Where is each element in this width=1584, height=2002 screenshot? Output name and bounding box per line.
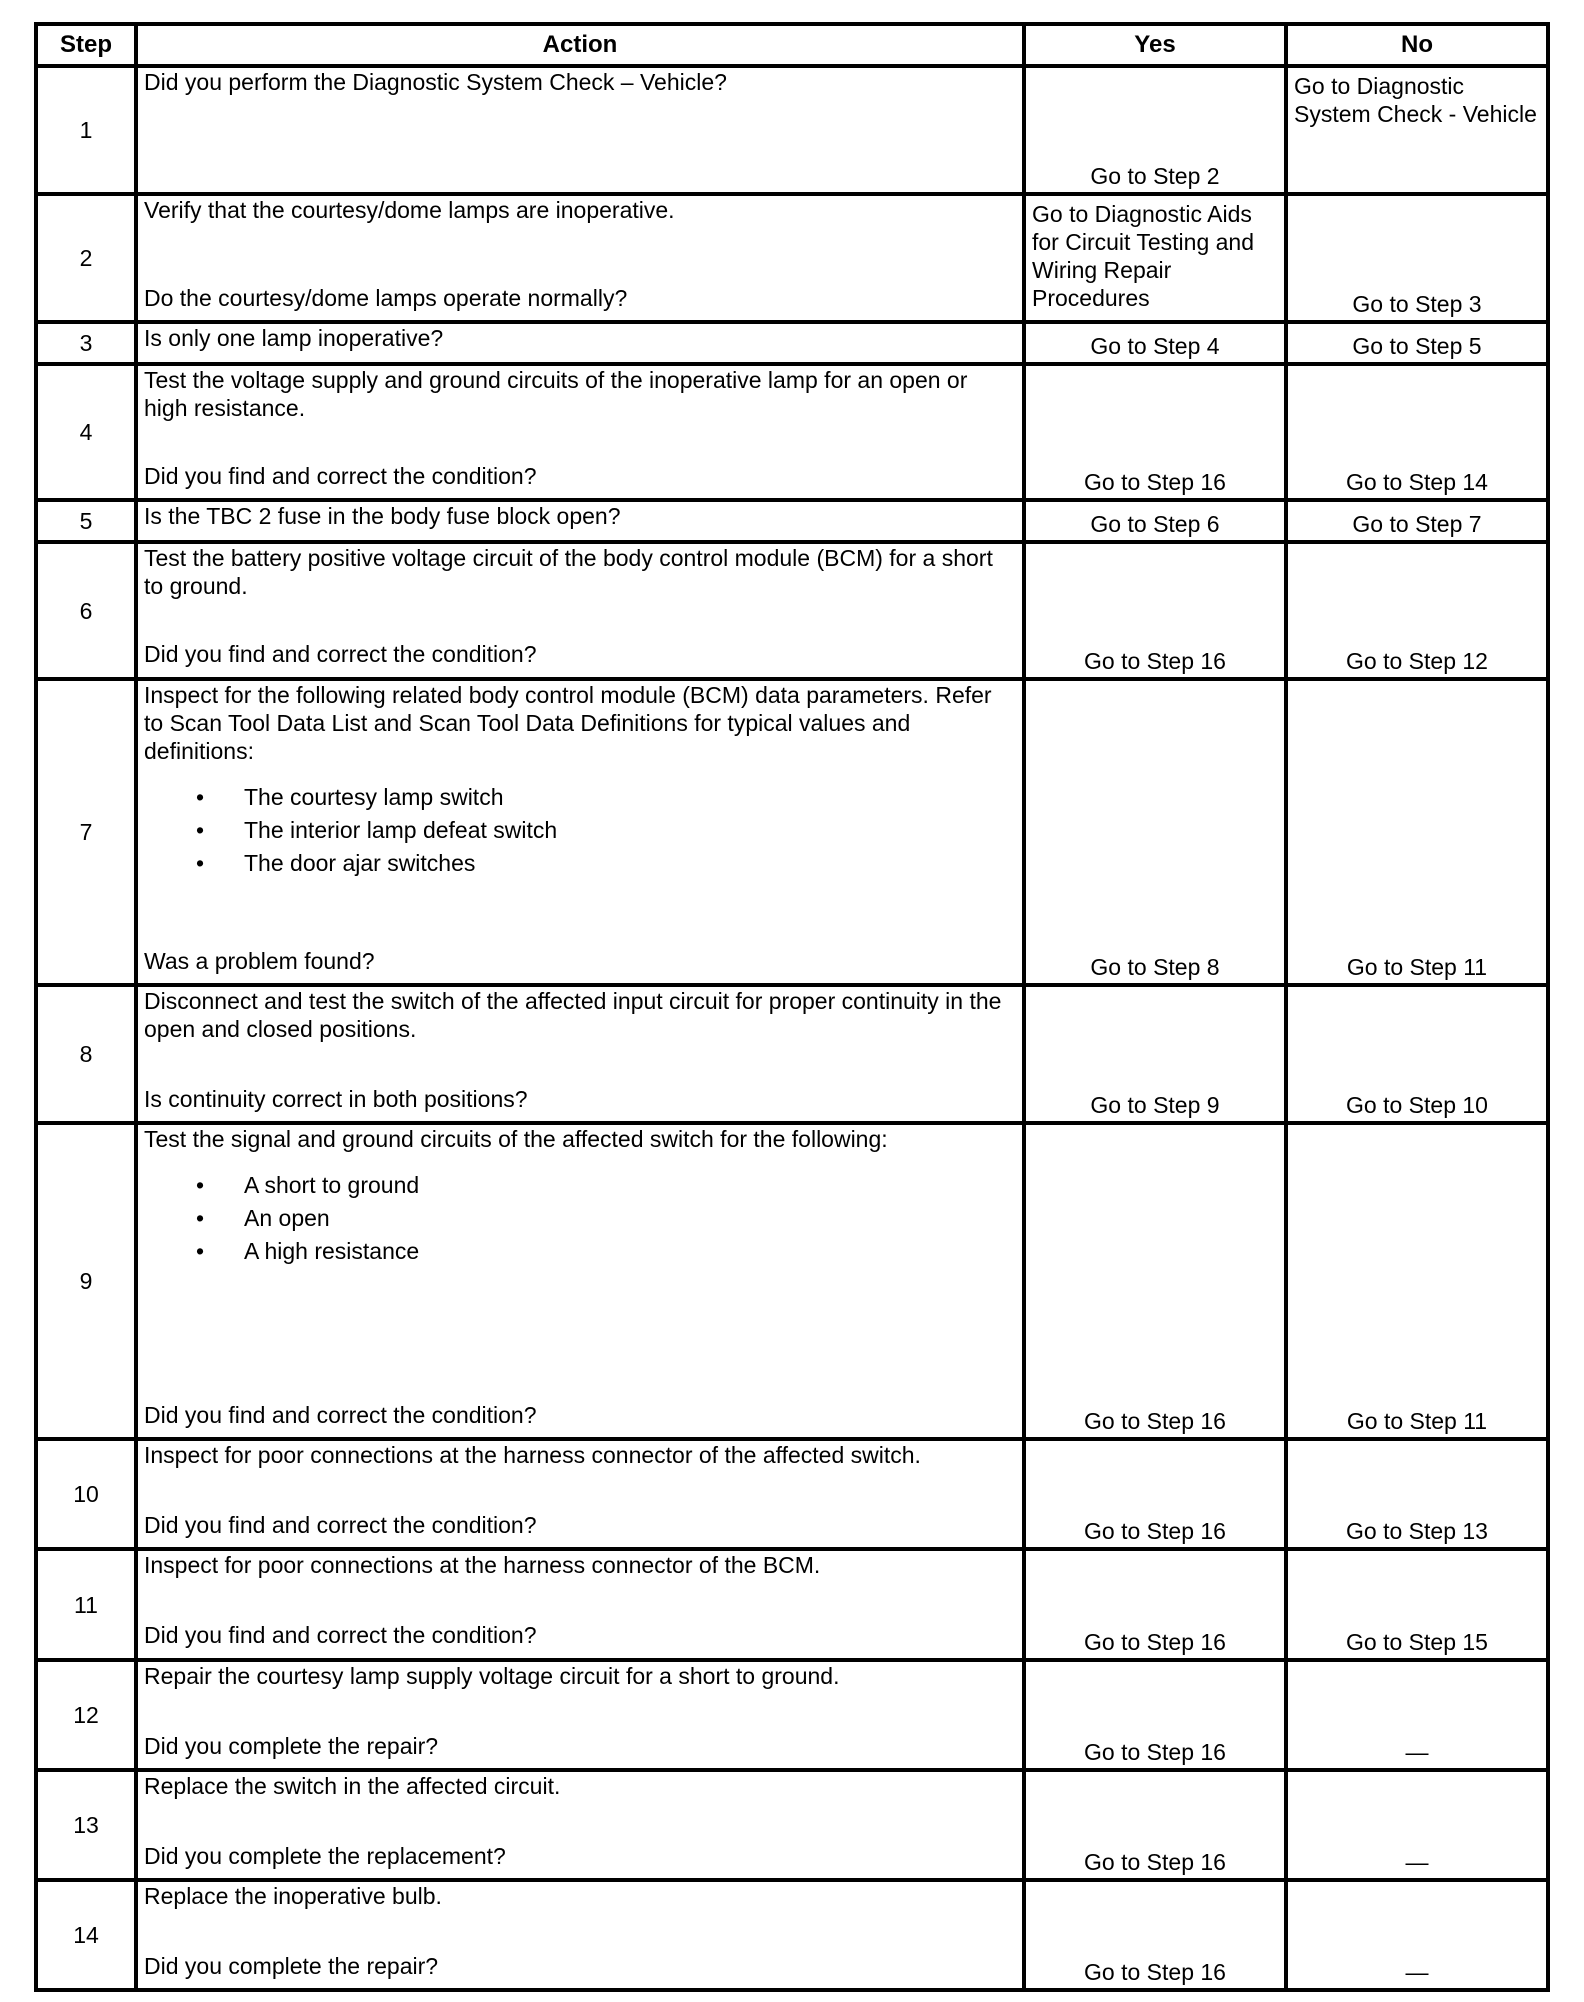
action-text: Test the battery positive voltage circuit of the body control module (BCM) for a short to ground. <box>144 545 993 600</box>
no-cell <box>1286 66 1548 194</box>
no-cell <box>1286 1123 1548 1439</box>
no-result: — <box>1405 1959 1429 1985</box>
table-row <box>36 66 1548 194</box>
yes-result: Go to Step 8 <box>1090 953 1220 980</box>
action-question: Did you find and correct the condition? <box>144 1402 537 1429</box>
header-row <box>36 24 1548 66</box>
no-result: Go to Step 13 <box>1346 1518 1488 1545</box>
yes-cell <box>1024 542 1286 678</box>
no-cell <box>1286 1439 1548 1549</box>
action-question: Did you find and correct the condition? <box>144 641 537 668</box>
bullet-list <box>144 781 1016 880</box>
step-number: 11 <box>36 1549 136 1659</box>
step-number: 9 <box>36 1123 136 1439</box>
step-number: 7 <box>36 679 136 985</box>
yes-result: Go to Step 9 <box>1090 1092 1220 1119</box>
yes-cell <box>1024 1123 1286 1439</box>
no-result: Go to Step 7 <box>1352 511 1482 538</box>
action-text: Inspect for poor connections at the harness connector of the BCM. <box>144 1552 821 1579</box>
step-number: 1 <box>36 66 136 194</box>
yes-result: Go to Step 6 <box>1090 511 1220 538</box>
action-cell <box>136 500 1024 542</box>
yes-cell <box>1024 1439 1286 1549</box>
yes-cell <box>1024 1770 1286 1880</box>
action-text: Inspect for poor connections at the harness connector of the affected switch. <box>144 1442 921 1469</box>
action-question: Was a problem found? <box>144 947 375 974</box>
yes-result: Go to Step 16 <box>1084 1959 1226 1985</box>
action-cell <box>136 1439 1024 1549</box>
action-question: Did you find and correct the condition? <box>144 463 537 490</box>
yes-result: Go to Step 2 <box>1090 163 1220 190</box>
step-number: 14 <box>36 1880 136 1990</box>
table-row <box>36 1880 1548 1990</box>
action-text: Test the voltage supply and ground circuits of the inoperative lamp for an open or high resistance. <box>144 367 968 422</box>
table-row <box>36 985 1548 1123</box>
no-cell <box>1286 194 1548 322</box>
header-action: Action <box>136 24 1024 66</box>
bullet-item: • A short to ground <box>144 1169 1016 1202</box>
yes-cell <box>1024 1660 1286 1770</box>
yes-cell <box>1024 500 1286 542</box>
yes-result: Go to Step 16 <box>1084 1408 1226 1435</box>
no-cell <box>1286 1880 1548 1990</box>
no-cell <box>1286 322 1548 364</box>
yes-cell <box>1024 364 1286 500</box>
yes-result: Go to Step 4 <box>1090 333 1220 360</box>
table-row <box>36 500 1548 542</box>
no-result: Go to Step 12 <box>1346 647 1488 674</box>
yes-result: Go to Step 16 <box>1084 469 1226 496</box>
action-cell <box>136 1880 1024 1990</box>
action-question: Did you complete the repair? <box>144 1952 439 1979</box>
action-question: Do the courtesy/dome lamps operate normally? <box>144 285 628 312</box>
table-row <box>36 679 1548 985</box>
no-cell <box>1286 364 1548 500</box>
action-cell <box>136 1549 1024 1659</box>
action-text: Is the TBC 2 fuse in the body fuse block open? <box>144 503 621 530</box>
no-cell <box>1286 500 1548 542</box>
table-row <box>36 1660 1548 1770</box>
yes-result: Go to Step 16 <box>1084 647 1226 674</box>
action-cell <box>136 1770 1024 1880</box>
yes-cell <box>1024 679 1286 985</box>
action-text: Disconnect and test the switch of the affected input circuit for proper continuity in the open and closed positions. <box>144 987 1002 1042</box>
action-question: Did you complete the repair? <box>144 1732 439 1759</box>
yes-cell <box>1024 1880 1286 1990</box>
step-number: 12 <box>36 1660 136 1770</box>
no-result: — <box>1405 1848 1429 1875</box>
yes-cell <box>1024 985 1286 1123</box>
step-number: 5 <box>36 500 136 542</box>
action-text: Replace the inoperative bulb. <box>144 1882 442 1909</box>
no-result: — <box>1405 1738 1429 1765</box>
no-result: Go to Step 14 <box>1346 469 1488 496</box>
header-no: No <box>1286 24 1548 66</box>
action-text: Repair the courtesy lamp supply voltage circuit for a short to ground. <box>144 1662 840 1689</box>
action-cell <box>136 985 1024 1123</box>
yes-cell <box>1024 1549 1286 1659</box>
yes-result-text: Go to Diagnostic Aids for Circuit Testing and Wiring Repair Procedures <box>1032 201 1255 312</box>
bullet-item: • The door ajar switches <box>144 847 1016 880</box>
action-text: Is only one lamp inoperative? <box>144 325 444 352</box>
bullet-item: • The interior lamp defeat switch <box>144 814 1016 847</box>
action-text: Inspect for the following related body control module (BCM) data parameters. Refer to Scan Tool Data List and Scan Tool Data Definitions for typical values and definitions: <box>144 681 992 764</box>
bullet-item: • The courtesy lamp switch <box>144 781 1016 814</box>
step-number: 3 <box>36 322 136 364</box>
yes-result: Go to Step 16 <box>1084 1848 1226 1875</box>
bullet-list <box>144 1169 1016 1268</box>
no-cell <box>1286 1770 1548 1880</box>
no-cell <box>1286 542 1548 678</box>
action-cell <box>136 1123 1024 1439</box>
table-row <box>36 1123 1548 1439</box>
no-cell <box>1286 1660 1548 1770</box>
no-result: Go to Step 11 <box>1346 1408 1488 1435</box>
no-cell <box>1286 985 1548 1123</box>
header-step: Step <box>36 24 136 66</box>
yes-result: Go to Step 16 <box>1084 1518 1226 1545</box>
step-number: 8 <box>36 985 136 1123</box>
table-row <box>36 194 1548 322</box>
action-question: Did you find and correct the condition? <box>144 1512 537 1539</box>
action-text: Replace the switch in the affected circuit. <box>144 1772 561 1799</box>
action-question: Did you find and correct the condition? <box>144 1622 537 1649</box>
yes-cell <box>1024 194 1286 322</box>
bullet-item: • A high resistance <box>144 1235 1016 1268</box>
step-number: 4 <box>36 364 136 500</box>
table-row <box>36 1439 1548 1549</box>
no-cell <box>1286 679 1548 985</box>
action-cell <box>136 66 1024 194</box>
table-row <box>36 364 1548 500</box>
action-cell <box>136 322 1024 364</box>
action-text: Did you perform the Diagnostic System Check – Vehicle? <box>144 69 727 95</box>
action-cell <box>136 542 1024 678</box>
yes-result: Go to Step 16 <box>1084 1628 1226 1655</box>
action-cell <box>136 679 1024 985</box>
action-cell <box>136 364 1024 500</box>
no-result: Go to Step 15 <box>1346 1628 1488 1655</box>
action-cell <box>136 194 1024 322</box>
no-result-text: Go to Diagnostic System Check - Vehicle <box>1294 73 1537 127</box>
action-cell <box>136 1660 1024 1770</box>
header-yes: Yes <box>1024 24 1286 66</box>
table-row <box>36 322 1548 364</box>
no-result: Go to Step 11 <box>1346 953 1488 980</box>
table-row <box>36 1549 1548 1659</box>
no-cell <box>1286 1549 1548 1659</box>
table-row <box>36 1770 1548 1880</box>
yes-cell <box>1024 322 1286 364</box>
table-row <box>36 542 1548 678</box>
no-result: Go to Step 5 <box>1352 333 1482 360</box>
bullet-item: • An open <box>144 1202 1016 1235</box>
action-text: Verify that the courtesy/dome lamps are inoperative. <box>144 197 675 224</box>
step-number: 10 <box>36 1439 136 1549</box>
no-result: Go to Step 3 <box>1352 291 1482 318</box>
yes-result: Go to Step 16 <box>1084 1738 1226 1765</box>
step-number: 6 <box>36 542 136 678</box>
no-result: Go to Step 10 <box>1346 1092 1488 1119</box>
diagnostic-table <box>34 22 1550 1992</box>
yes-cell <box>1024 66 1286 194</box>
action-text: Test the signal and ground circuits of the affected switch for the following: <box>144 1126 888 1153</box>
action-question: Is continuity correct in both positions? <box>144 1085 528 1112</box>
step-number: 2 <box>36 194 136 322</box>
action-question: Did you complete the replacement? <box>144 1842 506 1869</box>
step-number: 13 <box>36 1770 136 1880</box>
